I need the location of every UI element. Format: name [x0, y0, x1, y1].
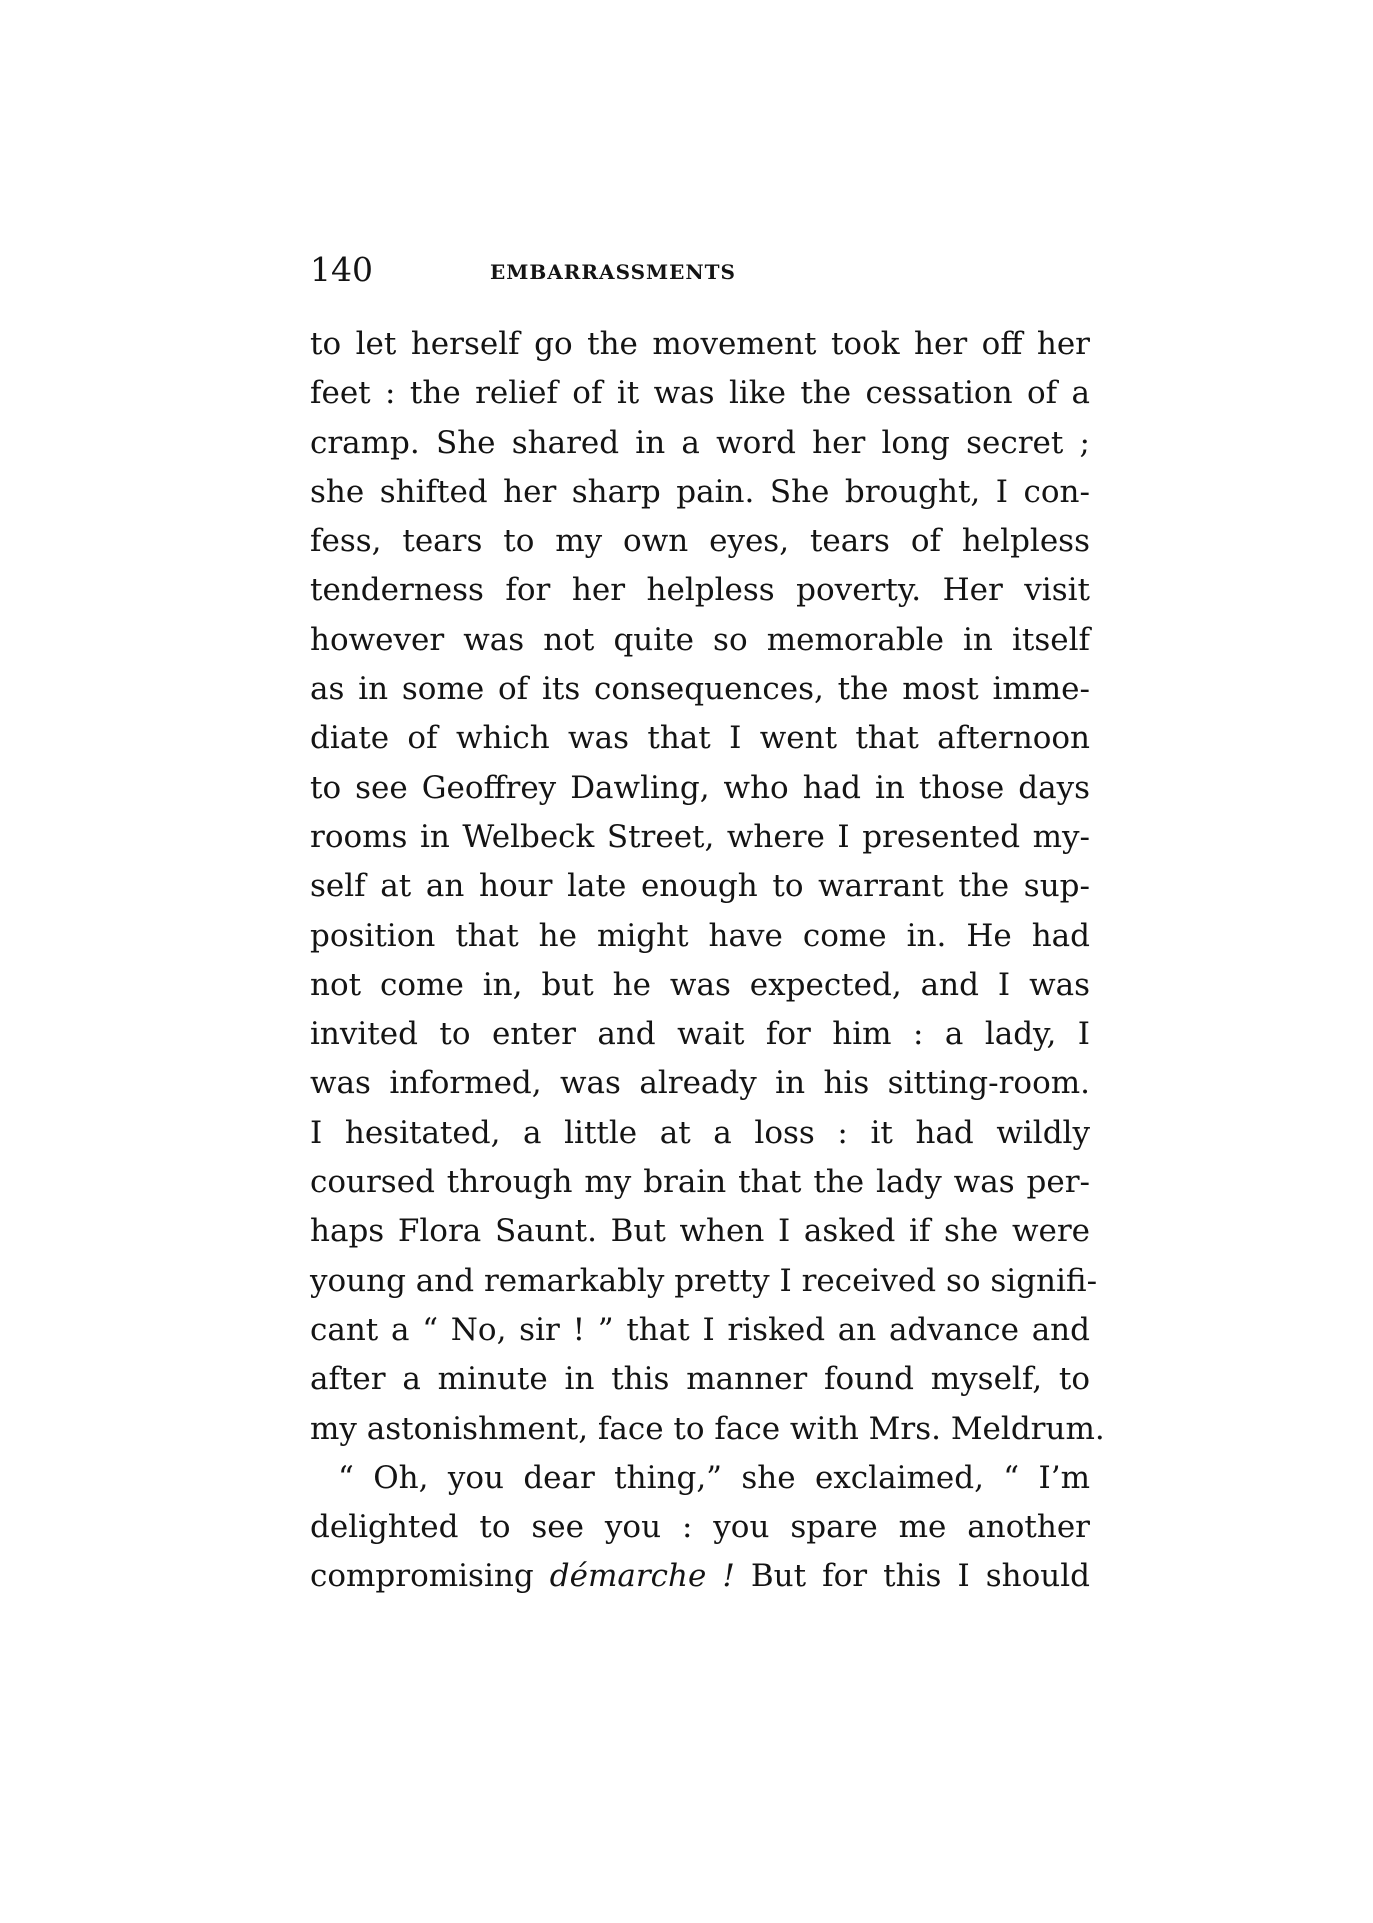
text-line: feet : the relief of it was like the cessation of a: [310, 375, 1090, 412]
text-line: she shifted her sharp pain. She brought, I con-: [310, 473, 1090, 510]
text-line: not come in, but he was expected, and I was: [310, 966, 1090, 1003]
page-header: [310, 245, 1090, 295]
text-line: to see Geoffrey Dawling, who had in those days: [310, 769, 1090, 806]
text-line: delighted to see you : you spare me another: [310, 1509, 1090, 1546]
text-line: was informed, was already in his sitting-room.: [310, 1065, 1090, 1102]
text-line: to let herself go the movement took her off her: [310, 326, 1090, 362]
final-text-line: [310, 1552, 1090, 1601]
paragraph-start-line: “ Oh, you dear thing,” she exclaimed, “ I’m: [338, 1459, 1090, 1496]
italic-word: démarche !: [549, 1558, 735, 1595]
text-line: tenderness for her helpless poverty. Her visit: [310, 572, 1090, 609]
text-line: position that he might have come in. He had: [310, 917, 1090, 954]
final-line-end: But for this I should: [734, 1558, 1091, 1595]
running-head: EMBARRASSMENTS: [490, 260, 737, 284]
text-line: haps Flora Saunt. But when I asked if she were: [310, 1213, 1090, 1250]
text-line: as in some of its consequences, the most imme-: [310, 671, 1090, 708]
text-line: cramp. She shared in a word her long secret ;: [310, 424, 1090, 461]
text-line: however was not quite so memorable in itself: [310, 621, 1090, 658]
text-line: after a minute in this manner found myself, to: [310, 1361, 1090, 1398]
paragraph-end-line: my astonishment, face to face with Mrs. Meldrum.: [310, 1410, 1105, 1447]
page-number: 140: [310, 250, 373, 289]
text-line: I hesitated, a little at a loss : it had wildly: [310, 1114, 1090, 1151]
body-text: [310, 320, 1105, 1602]
text-line: coursed through my brain that the lady was per-: [310, 1164, 1090, 1201]
text-line: diate of which was that I went that afternoon: [310, 720, 1090, 757]
text-line: invited to enter and wait for him : a lady, I: [310, 1016, 1090, 1053]
text-line: fess, tears to my own eyes, tears of helpless: [310, 523, 1090, 560]
text-line: young and remarkably pretty I received so signifi-: [310, 1262, 1098, 1299]
final-line-start: compromising: [310, 1558, 550, 1595]
text-line: cant a “ No, sir ! ” that I risked an advance and: [310, 1311, 1090, 1348]
text-line: rooms in Welbeck Street, where I presented my-: [310, 818, 1090, 855]
text-line: self at an hour late enough to warrant the sup-: [310, 868, 1090, 905]
